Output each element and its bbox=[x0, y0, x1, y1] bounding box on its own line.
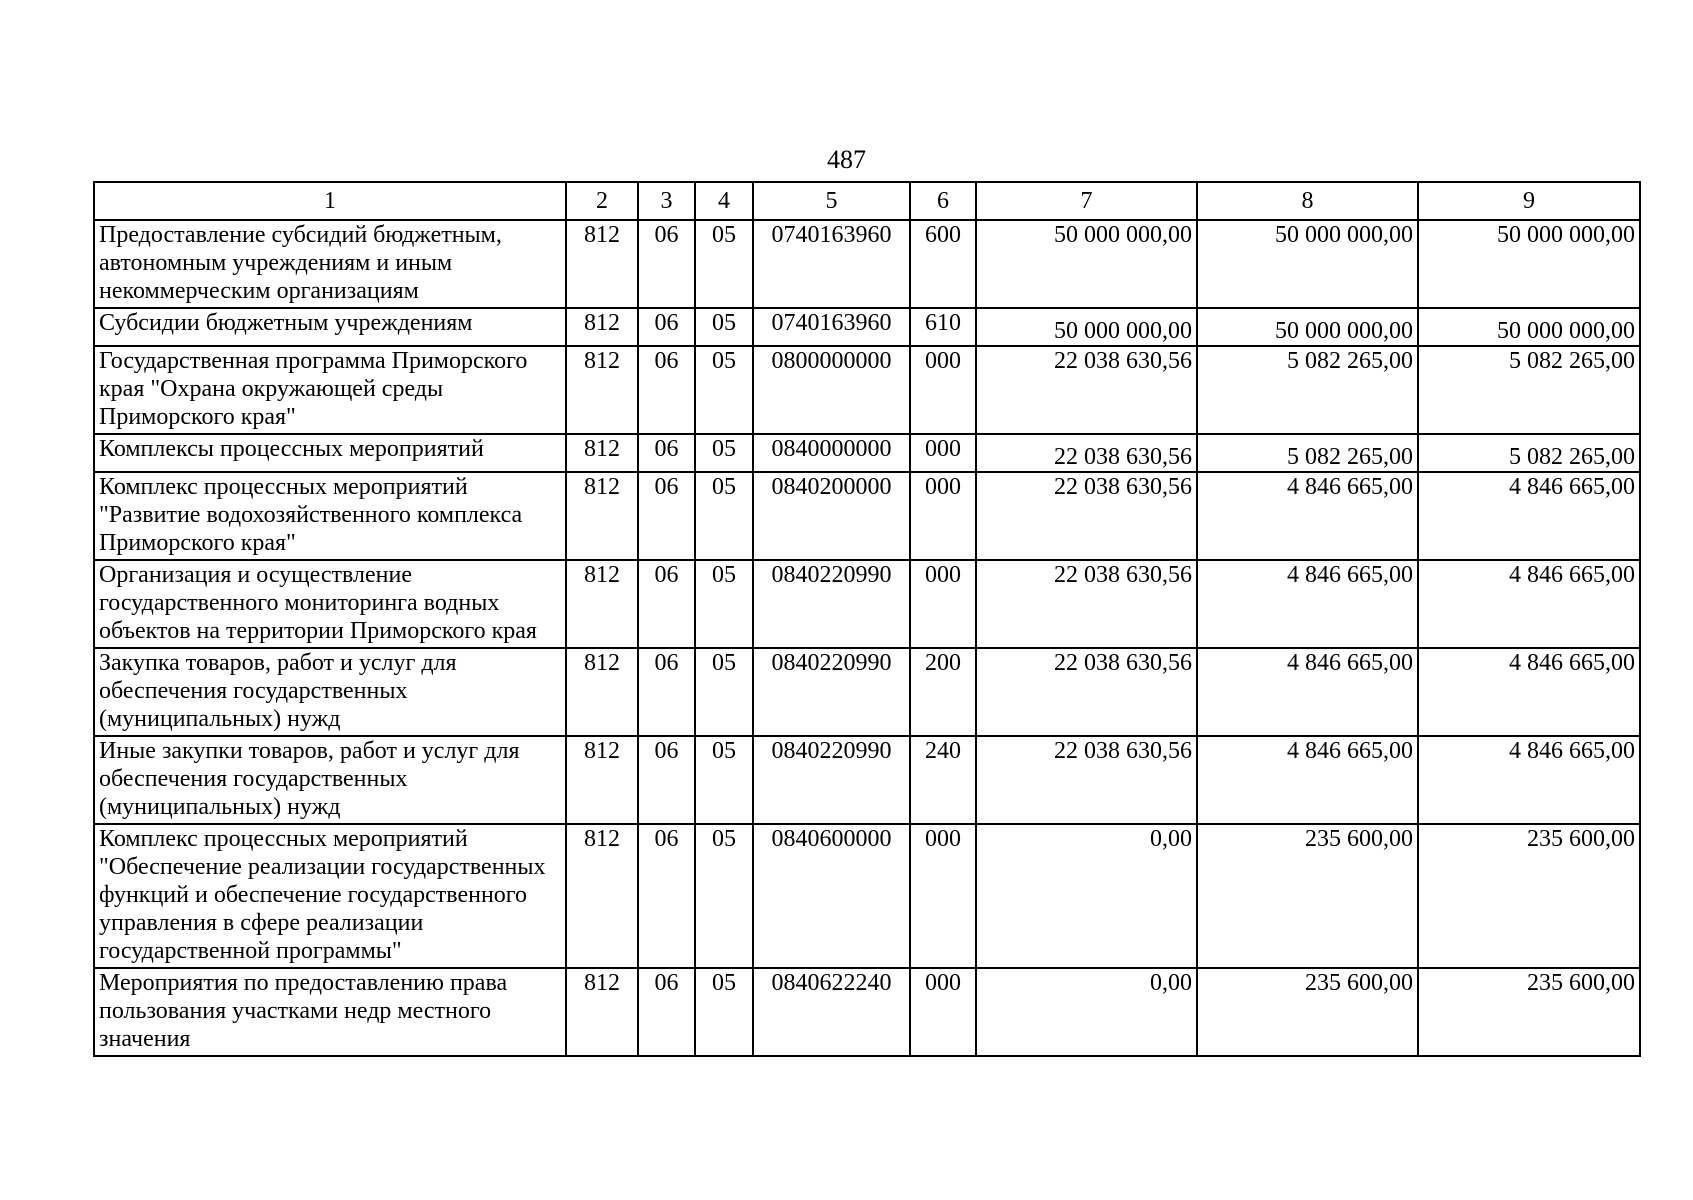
row-code-3: 06 bbox=[638, 472, 695, 560]
row-amount-9: 235 600,00 bbox=[1418, 968, 1640, 1056]
row-code-6: 200 bbox=[910, 648, 976, 736]
row-code-2: 812 bbox=[566, 560, 638, 648]
row-code-4: 05 bbox=[695, 560, 753, 648]
row-amount-9: 4 846 665,00 bbox=[1418, 648, 1640, 736]
column-header: 4 bbox=[695, 182, 753, 220]
row-code-3: 06 bbox=[638, 824, 695, 968]
row-name: Субсидии бюджетным учреждениям bbox=[94, 308, 566, 346]
row-amount-8: 50 000 000,00 bbox=[1197, 220, 1418, 308]
table-row bbox=[94, 648, 1640, 736]
row-code-6: 000 bbox=[910, 824, 976, 968]
row-amount-7: 22 038 630,56 bbox=[976, 560, 1197, 648]
row-code-3: 06 bbox=[638, 968, 695, 1056]
row-name: Комплекс процессных мероприятий "Обеспечение реализации государственных функций и обеспечение государственного управления в сфере реализации государственной программы" bbox=[94, 824, 566, 968]
row-code-3: 06 bbox=[638, 434, 695, 472]
column-header: 2 bbox=[566, 182, 638, 220]
row-code-3: 06 bbox=[638, 346, 695, 434]
row-code-5: 0740163960 bbox=[753, 220, 910, 308]
row-code-2: 812 bbox=[566, 736, 638, 824]
row-amount-8: 5 082 265,00 bbox=[1197, 346, 1418, 434]
row-amount-7: 50 000 000,00 bbox=[976, 308, 1197, 346]
row-code-6: 600 bbox=[910, 220, 976, 308]
row-amount-8: 4 846 665,00 bbox=[1197, 472, 1418, 560]
row-code-5: 0840220990 bbox=[753, 560, 910, 648]
row-code-4: 05 bbox=[695, 472, 753, 560]
table-row bbox=[94, 220, 1640, 308]
row-amount-7: 22 038 630,56 bbox=[976, 434, 1197, 472]
row-amount-8: 4 846 665,00 bbox=[1197, 736, 1418, 824]
column-header: 9 bbox=[1418, 182, 1640, 220]
row-amount-7: 0,00 bbox=[976, 968, 1197, 1056]
row-code-3: 06 bbox=[638, 220, 695, 308]
row-code-3: 06 bbox=[638, 648, 695, 736]
row-code-6: 240 bbox=[910, 736, 976, 824]
header-row bbox=[94, 182, 1640, 220]
table-row bbox=[94, 434, 1640, 472]
row-amount-7: 50 000 000,00 bbox=[976, 220, 1197, 308]
row-name: Государственная программа Приморского края "Охрана окружающей среды Приморского края" bbox=[94, 346, 566, 434]
row-code-6: 000 bbox=[910, 434, 976, 472]
row-code-5: 0840200000 bbox=[753, 472, 910, 560]
row-name: Мероприятия по предоставлению права пользования участками недр местного значения bbox=[94, 968, 566, 1056]
row-amount-9: 50 000 000,00 bbox=[1418, 220, 1640, 308]
table-row bbox=[94, 736, 1640, 824]
row-code-3: 06 bbox=[638, 736, 695, 824]
row-name: Закупка товаров, работ и услуг для обеспечения государственных (муниципальных) нужд bbox=[94, 648, 566, 736]
row-code-4: 05 bbox=[695, 220, 753, 308]
row-code-5: 0840220990 bbox=[753, 648, 910, 736]
row-amount-7: 22 038 630,56 bbox=[976, 648, 1197, 736]
row-name: Комплекс процессных мероприятий "Развитие водохозяйственного комплекса Приморского края" bbox=[94, 472, 566, 560]
row-name: Предоставление субсидий бюджетным, автономным учреждениям и иным некоммерческим организациям bbox=[94, 220, 566, 308]
table-row bbox=[94, 560, 1640, 648]
row-code-2: 812 bbox=[566, 220, 638, 308]
row-code-4: 05 bbox=[695, 824, 753, 968]
row-amount-8: 4 846 665,00 bbox=[1197, 560, 1418, 648]
row-code-4: 05 bbox=[695, 346, 753, 434]
column-header: 3 bbox=[638, 182, 695, 220]
row-name: Комплексы процессных мероприятий bbox=[94, 434, 566, 472]
row-code-6: 000 bbox=[910, 968, 976, 1056]
row-code-2: 812 bbox=[566, 968, 638, 1056]
table-row bbox=[94, 346, 1640, 434]
row-amount-9: 235 600,00 bbox=[1418, 824, 1640, 968]
table-row bbox=[94, 824, 1640, 968]
table-row bbox=[94, 308, 1640, 346]
column-header: 6 bbox=[910, 182, 976, 220]
row-amount-8: 235 600,00 bbox=[1197, 968, 1418, 1056]
row-code-3: 06 bbox=[638, 308, 695, 346]
row-name: Иные закупки товаров, работ и услуг для обеспечения государственных (муниципальных) нужд bbox=[94, 736, 566, 824]
row-code-2: 812 bbox=[566, 346, 638, 434]
row-amount-8: 5 082 265,00 bbox=[1197, 434, 1418, 472]
row-code-2: 812 bbox=[566, 824, 638, 968]
row-amount-9: 4 846 665,00 bbox=[1418, 736, 1640, 824]
row-amount-7: 0,00 bbox=[976, 824, 1197, 968]
row-code-2: 812 bbox=[566, 472, 638, 560]
row-code-4: 05 bbox=[695, 308, 753, 346]
row-code-5: 0840220990 bbox=[753, 736, 910, 824]
row-code-6: 610 bbox=[910, 308, 976, 346]
column-header: 7 bbox=[976, 182, 1197, 220]
row-amount-9: 4 846 665,00 bbox=[1418, 560, 1640, 648]
row-amount-7: 22 038 630,56 bbox=[976, 346, 1197, 434]
page-number: 487 bbox=[827, 145, 866, 174]
row-code-4: 05 bbox=[695, 434, 753, 472]
row-amount-9: 5 082 265,00 bbox=[1418, 346, 1640, 434]
row-amount-9: 5 082 265,00 bbox=[1418, 434, 1640, 472]
table-row bbox=[94, 968, 1640, 1056]
row-amount-7: 22 038 630,56 bbox=[976, 472, 1197, 560]
row-code-6: 000 bbox=[910, 346, 976, 434]
column-header: 8 bbox=[1197, 182, 1418, 220]
column-header: 1 bbox=[94, 182, 566, 220]
row-amount-8: 235 600,00 bbox=[1197, 824, 1418, 968]
row-code-4: 05 bbox=[695, 968, 753, 1056]
row-code-5: 0840622240 bbox=[753, 968, 910, 1056]
row-code-5: 0740163960 bbox=[753, 308, 910, 346]
row-code-2: 812 bbox=[566, 434, 638, 472]
row-amount-9: 4 846 665,00 bbox=[1418, 472, 1640, 560]
row-code-5: 0800000000 bbox=[753, 346, 910, 434]
row-amount-8: 4 846 665,00 bbox=[1197, 648, 1418, 736]
row-code-6: 000 bbox=[910, 472, 976, 560]
row-code-2: 812 bbox=[566, 648, 638, 736]
table-row bbox=[94, 472, 1640, 560]
row-amount-7: 22 038 630,56 bbox=[976, 736, 1197, 824]
row-name: Организация и осуществление государственного мониторинга водных объектов на территории Приморского края bbox=[94, 560, 566, 648]
row-amount-8: 50 000 000,00 bbox=[1197, 308, 1418, 346]
column-header: 5 bbox=[753, 182, 910, 220]
row-code-3: 06 bbox=[638, 560, 695, 648]
row-code-4: 05 bbox=[695, 648, 753, 736]
row-amount-9: 50 000 000,00 bbox=[1418, 308, 1640, 346]
row-code-6: 000 bbox=[910, 560, 976, 648]
budget-table bbox=[93, 181, 1641, 1057]
row-code-4: 05 bbox=[695, 736, 753, 824]
row-code-5: 0840600000 bbox=[753, 824, 910, 968]
row-code-5: 0840000000 bbox=[753, 434, 910, 472]
row-code-2: 812 bbox=[566, 308, 638, 346]
